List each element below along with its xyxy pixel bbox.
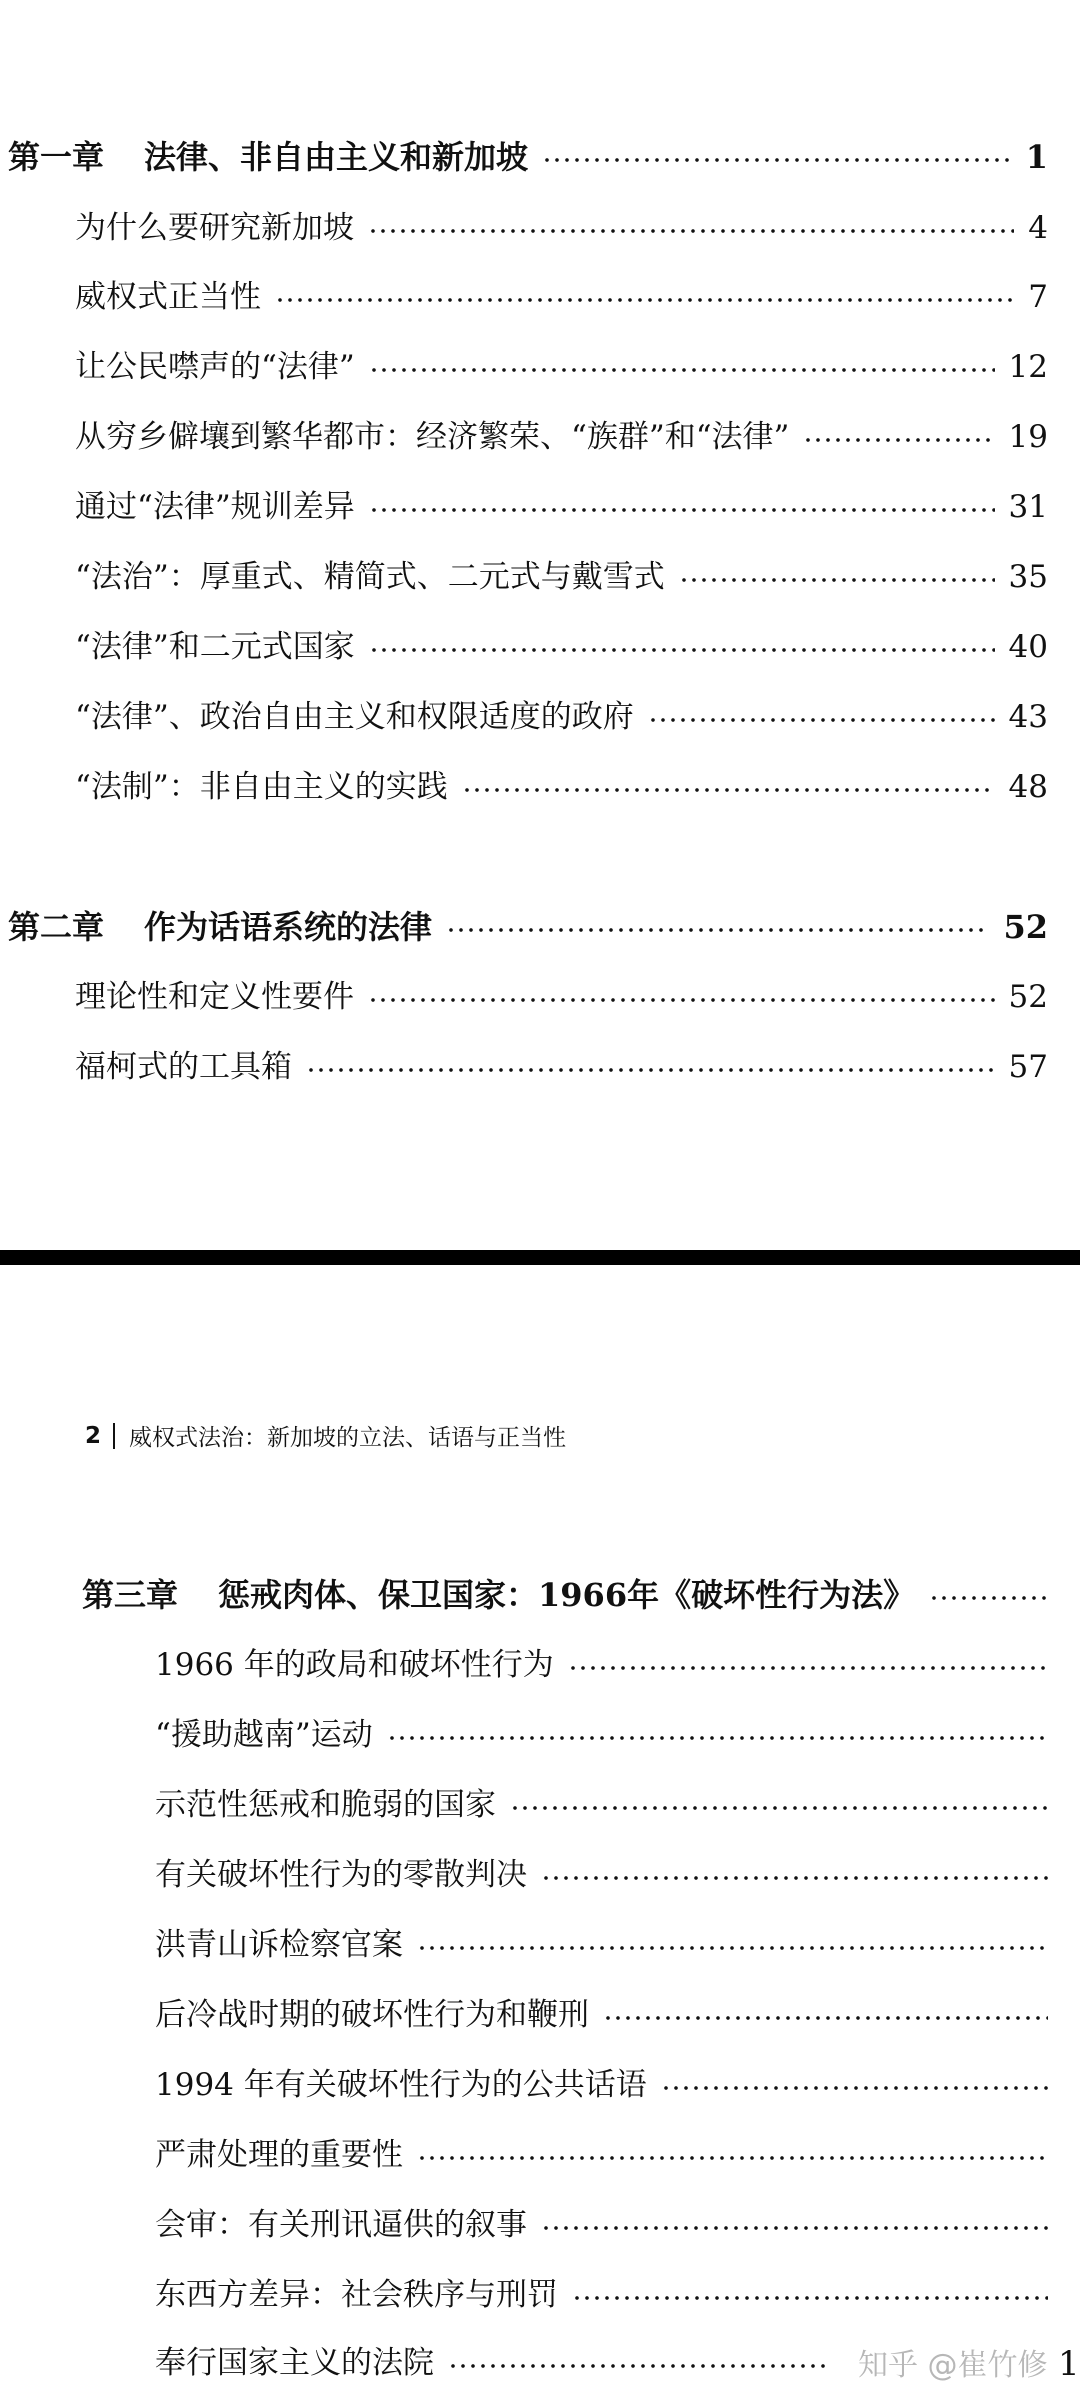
section-title: 洪青山诉检察官案 bbox=[155, 1927, 403, 1963]
dot-leader bbox=[929, 1592, 1048, 1604]
dot-leader bbox=[369, 644, 995, 656]
dot-leader bbox=[417, 2152, 1048, 2164]
toc-chapter-1 bbox=[8, 137, 1048, 177]
dot-leader bbox=[448, 2360, 831, 2372]
section-title: 从穷乡僻壤到繁华都市：经济繁荣、“族群”和“法律” bbox=[75, 419, 790, 455]
section-title: “法制”：非自由主义的实践 bbox=[75, 769, 448, 805]
chapter-number: 第一章 bbox=[8, 138, 105, 176]
section-title: 严肃处理的重要性 bbox=[155, 2137, 403, 2173]
dot-leader bbox=[542, 154, 1012, 166]
section-title: “援助越南”运动 bbox=[155, 1717, 373, 1753]
toc-section bbox=[155, 2205, 1062, 2245]
chapter-title: 法律、非自由主义和新加坡 bbox=[144, 138, 529, 176]
dot-leader bbox=[648, 714, 995, 726]
toc-section bbox=[155, 1715, 1062, 1755]
chapter-number: 第三章 bbox=[82, 1576, 179, 1614]
toc-section bbox=[155, 2135, 1062, 2175]
section-title: 为什么要研究新加坡 bbox=[75, 210, 354, 246]
toc-section bbox=[75, 417, 1048, 457]
toc-section bbox=[155, 2275, 1062, 2315]
corner-page-number: 1 bbox=[1058, 2344, 1080, 2384]
page-number: 19 bbox=[1008, 419, 1048, 455]
header-page-number: 2 bbox=[85, 1422, 102, 1449]
running-header bbox=[85, 1419, 566, 1452]
page-number: 48 bbox=[1008, 769, 1048, 805]
section-title: 示范性惩戒和脆弱的国家 bbox=[155, 1787, 496, 1823]
dot-leader bbox=[369, 364, 995, 376]
dot-leader bbox=[462, 784, 995, 796]
dot-leader bbox=[417, 1942, 1048, 1954]
toc-chapter-3 bbox=[82, 1575, 1062, 1615]
toc-section bbox=[75, 627, 1048, 667]
section-title: 1966 年的政局和破坏性行为 bbox=[155, 1647, 554, 1683]
page-number: 7 bbox=[1028, 279, 1048, 315]
toc-section bbox=[155, 1785, 1062, 1825]
dot-leader bbox=[541, 1872, 1048, 1884]
toc-section bbox=[155, 1855, 1062, 1895]
section-title: 让公民噤声的“法律” bbox=[75, 349, 355, 385]
toc-section bbox=[75, 347, 1048, 387]
toc-section bbox=[75, 208, 1048, 248]
header-book-title: 威权式法治：新加坡的立法、话语与正当性 bbox=[129, 1425, 567, 1451]
toc-section bbox=[75, 557, 1048, 597]
dot-leader bbox=[369, 504, 995, 516]
page-number: 4 bbox=[1028, 210, 1048, 246]
dot-leader bbox=[603, 2012, 1048, 2024]
section-title: 威权式正当性 bbox=[75, 279, 261, 315]
page-number: 31 bbox=[1008, 489, 1048, 525]
dot-leader bbox=[803, 434, 994, 446]
section-title: “法律”、政治自由主义和权限适度的政府 bbox=[75, 699, 634, 735]
toc-section bbox=[155, 1995, 1062, 2035]
dot-leader bbox=[306, 1064, 995, 1076]
section-title: 福柯式的工具箱 bbox=[75, 1049, 292, 1085]
page-number: 43 bbox=[1008, 699, 1048, 735]
section-title: 有关破坏性行为的零散判决 bbox=[155, 1857, 527, 1893]
toc-page-2 bbox=[0, 1265, 1080, 2400]
dot-leader bbox=[572, 2292, 1048, 2304]
page-number: 12 bbox=[1008, 349, 1048, 385]
dot-leader bbox=[541, 2222, 1048, 2234]
page-number: 35 bbox=[1008, 559, 1048, 595]
chapter-title: 惩戒肉体、保卫国家：1966年《破坏性行为法》 bbox=[218, 1576, 916, 1614]
page-number: 40 bbox=[1008, 629, 1048, 665]
section-title: 会审：有关刑讯逼供的叙事 bbox=[155, 2207, 527, 2243]
toc-section bbox=[75, 487, 1048, 527]
section-title: 东西方差异：社会秩序与刑罚 bbox=[155, 2277, 558, 2313]
zhihu-watermark: 知乎 @崔竹修 bbox=[858, 2348, 1048, 2383]
toc-section bbox=[75, 767, 1048, 807]
page-number: 1 bbox=[1025, 138, 1048, 176]
section-title: 1994 年有关破坏性行为的公共话语 bbox=[155, 2067, 647, 2103]
page-number: 57 bbox=[1008, 1049, 1048, 1085]
dot-leader bbox=[368, 994, 995, 1006]
toc-section bbox=[75, 977, 1048, 1017]
dot-leader bbox=[510, 1802, 1048, 1814]
toc-section bbox=[75, 1047, 1048, 1087]
toc-section bbox=[155, 1645, 1062, 1685]
toc-chapter-2 bbox=[8, 907, 1048, 947]
toc-section bbox=[75, 277, 1048, 317]
toc-section bbox=[155, 2343, 845, 2383]
page-number: 52 bbox=[1008, 979, 1048, 1015]
section-title: 通过“法律”规训差异 bbox=[75, 489, 355, 525]
page-divider bbox=[0, 1250, 1080, 1265]
chapter-title: 作为话语系统的法律 bbox=[144, 908, 433, 946]
section-title: 奉行国家主义的法院 bbox=[155, 2345, 434, 2381]
dot-leader bbox=[368, 225, 1014, 237]
header-separator bbox=[113, 1423, 115, 1449]
dot-leader bbox=[446, 924, 989, 936]
dot-leader bbox=[679, 574, 995, 586]
section-title: 后冷战时期的破坏性行为和鞭刑 bbox=[155, 1997, 589, 2033]
section-title: “法治”：厚重式、精简式、二元式与戴雪式 bbox=[75, 559, 665, 595]
toc-section bbox=[155, 1925, 1062, 1965]
dot-leader bbox=[661, 2082, 1048, 2094]
dot-leader bbox=[568, 1662, 1048, 1674]
toc-section bbox=[155, 2065, 1062, 2105]
toc-section bbox=[75, 697, 1048, 737]
section-title: 理论性和定义性要件 bbox=[75, 979, 354, 1015]
dot-leader bbox=[275, 294, 1014, 306]
chapter-number: 第二章 bbox=[8, 908, 105, 946]
dot-leader bbox=[387, 1732, 1048, 1744]
section-title: “法律”和二元式国家 bbox=[75, 629, 355, 665]
page-number: 52 bbox=[1003, 908, 1048, 946]
